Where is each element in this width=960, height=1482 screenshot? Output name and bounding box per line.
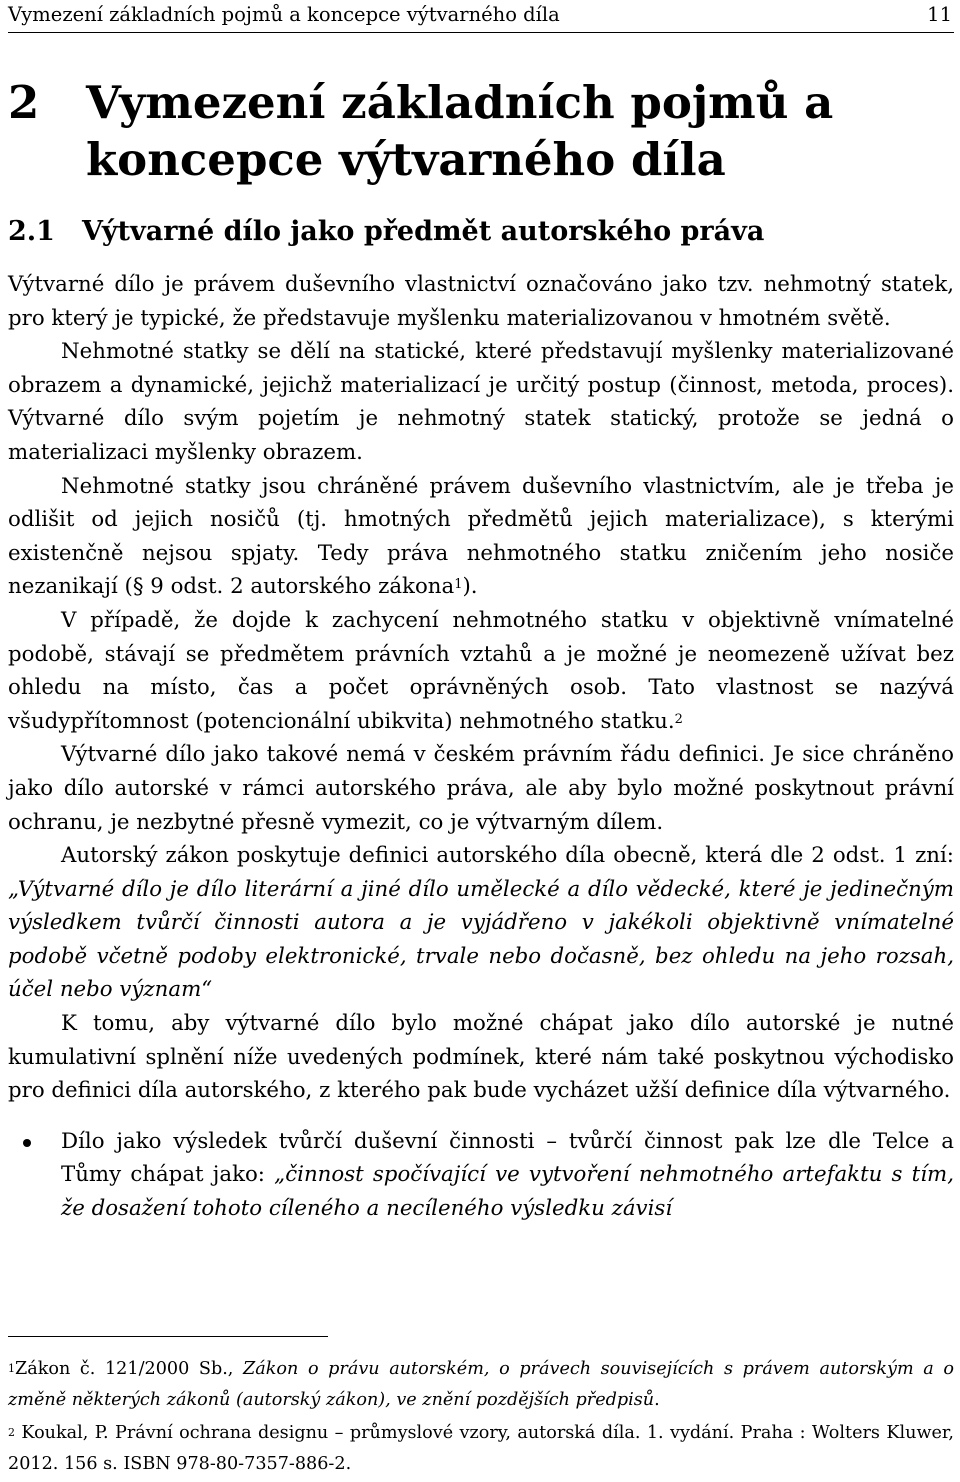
paragraph: [8, 604, 954, 738]
page-number: 11: [927, 3, 952, 26]
section-number: 2.1: [8, 216, 55, 247]
footnote-separator: [8, 1336, 328, 1337]
footnote-italic: Zákon o právu autorském, o právech souvisejících s právem autorským a o změně některých zákonů (autorský zákon), ve znění pozdějších předpisů: [8, 1359, 954, 1410]
footnotes: [8, 1354, 954, 1482]
body-text: [8, 268, 954, 1226]
footnote-text: Koukal, P. Právní ochrana designu – průmyslové vzory, autorská díla. 1. vydání. Praha : Wolters Kluwer, 2012. 156 s. ISBN 978-80-7357-886-2.: [8, 1423, 954, 1474]
paragraph: K tomu, aby výtvarné dílo bylo možné chápat jako dílo autorské je nutné kumulativní splnění níže uvedených podmínek, které nám také poskytnou východisko pro definici díla autorského, z kterého pak bude vycházet užší definice díla výtvarného.: [8, 1011, 954, 1104]
footnote-reference[interactable]: 2: [674, 711, 683, 727]
footnote-marker: 2: [8, 1426, 15, 1439]
chapter-number: 2: [8, 76, 40, 129]
chapter-title: Vymezení základních pojmů a koncepce výtvarného díla: [86, 76, 834, 186]
paragraph: Výtvarné dílo jako takové nemá v českém právním řádu definici. Je sice chráněno jako dílo autorské v rámci autorského práva, ale aby bylo možné poskytnout právní ochranu, je nezbytné přesně vymezit, co je výtvarným dílem.: [8, 742, 954, 835]
paragraph: [8, 839, 954, 1007]
footnote: [8, 1354, 954, 1415]
paragraph: Nehmotné statky se dělí na statické, které představují myšlenky materializované obrazem a dynamické, jejichž materializací je určitý postup (činnost, metoda, proces). Výtvarné dílo svým pojetím je nehmotný statek statický, protože se jedná o materializaci myšlenky obrazem.: [8, 339, 954, 465]
header-rule: [8, 32, 954, 33]
paragraph-text: Autorský zákon poskytuje definici autorského díla obecně, která dle 2 odst. 1 zní:: [61, 843, 954, 869]
paragraph-text: Nehmotné statky jsou chráněné právem duševního vlastnictvím, ale je třeba je odlišit od jejich nosičů (tj. hmotných předmětů jejich materializace), s kterými existenčně nejsou spjaty. Tedy práva nehmotného statku zničením jeho nosiče nezanikají (§ 9 odst. 2 autorského zákona: [8, 473, 954, 600]
running-header: [8, 2, 954, 28]
list-item: [8, 1125, 954, 1226]
footnote-tail: .: [654, 1389, 660, 1410]
footnote-marker: 1: [8, 1362, 15, 1375]
section-title: Výtvarné dílo jako předmět autorského práva: [82, 216, 765, 247]
paragraph: Výtvarné dílo je právem duševního vlastnictví označováno jako tzv. nehmotný statek, pro který je typické, že představuje myšlenku materializovanou v hmotném světě.: [8, 272, 954, 331]
bullet-icon: [23, 1139, 31, 1147]
footnote: [8, 1418, 954, 1479]
paragraph: [8, 470, 954, 604]
section-heading: [8, 214, 954, 250]
paragraph-text: V případě, že dojde k zachycení nehmotného statku v objektivně vnímatelné podobě, stávají se předmětem právních vztahů a je možné je neomezeně užívat bez ohledu na místo, čas a počet oprávněných osob. Tato vlastnost se nazývá všudypřítomnost (potencionální ubikvita) nehmotného statku.: [8, 607, 954, 734]
list-item-quote: „činnost spočívající ve vytvoření nehmotného artefaktu s tím, že dosažení tohoto cíleného a necíleného výsledku závisí: [61, 1162, 955, 1222]
running-title: Vymezení základních pojmů a koncepce výtvarného díla: [8, 3, 560, 26]
legal-quote: „Výtvarné dílo je dílo literární a jiné dílo umělecké a dílo vědecké, které je jedinečným výsledkem tvůrčí činnosti autora a je vyjádřeno v jakékoli objektivně vnímatelné podobě včetně podoby elektronické, trvale nebo dočasně, bez ohledu na jeho rozsah, účel nebo význam“: [8, 876, 954, 1003]
footnote-text: Zákon č. 121/2000 Sb.,: [15, 1359, 244, 1379]
list-item-text: Dílo jako výsledek tvůrčí duševní činnosti – tvůrčí činnost pak lze dle Telce a Tůmy chápat jako:: [61, 1128, 954, 1188]
conditions-list: [8, 1125, 954, 1226]
chapter-heading: [8, 74, 954, 188]
paragraph-text: ).: [462, 574, 478, 600]
footnote-reference[interactable]: 1: [454, 577, 463, 593]
